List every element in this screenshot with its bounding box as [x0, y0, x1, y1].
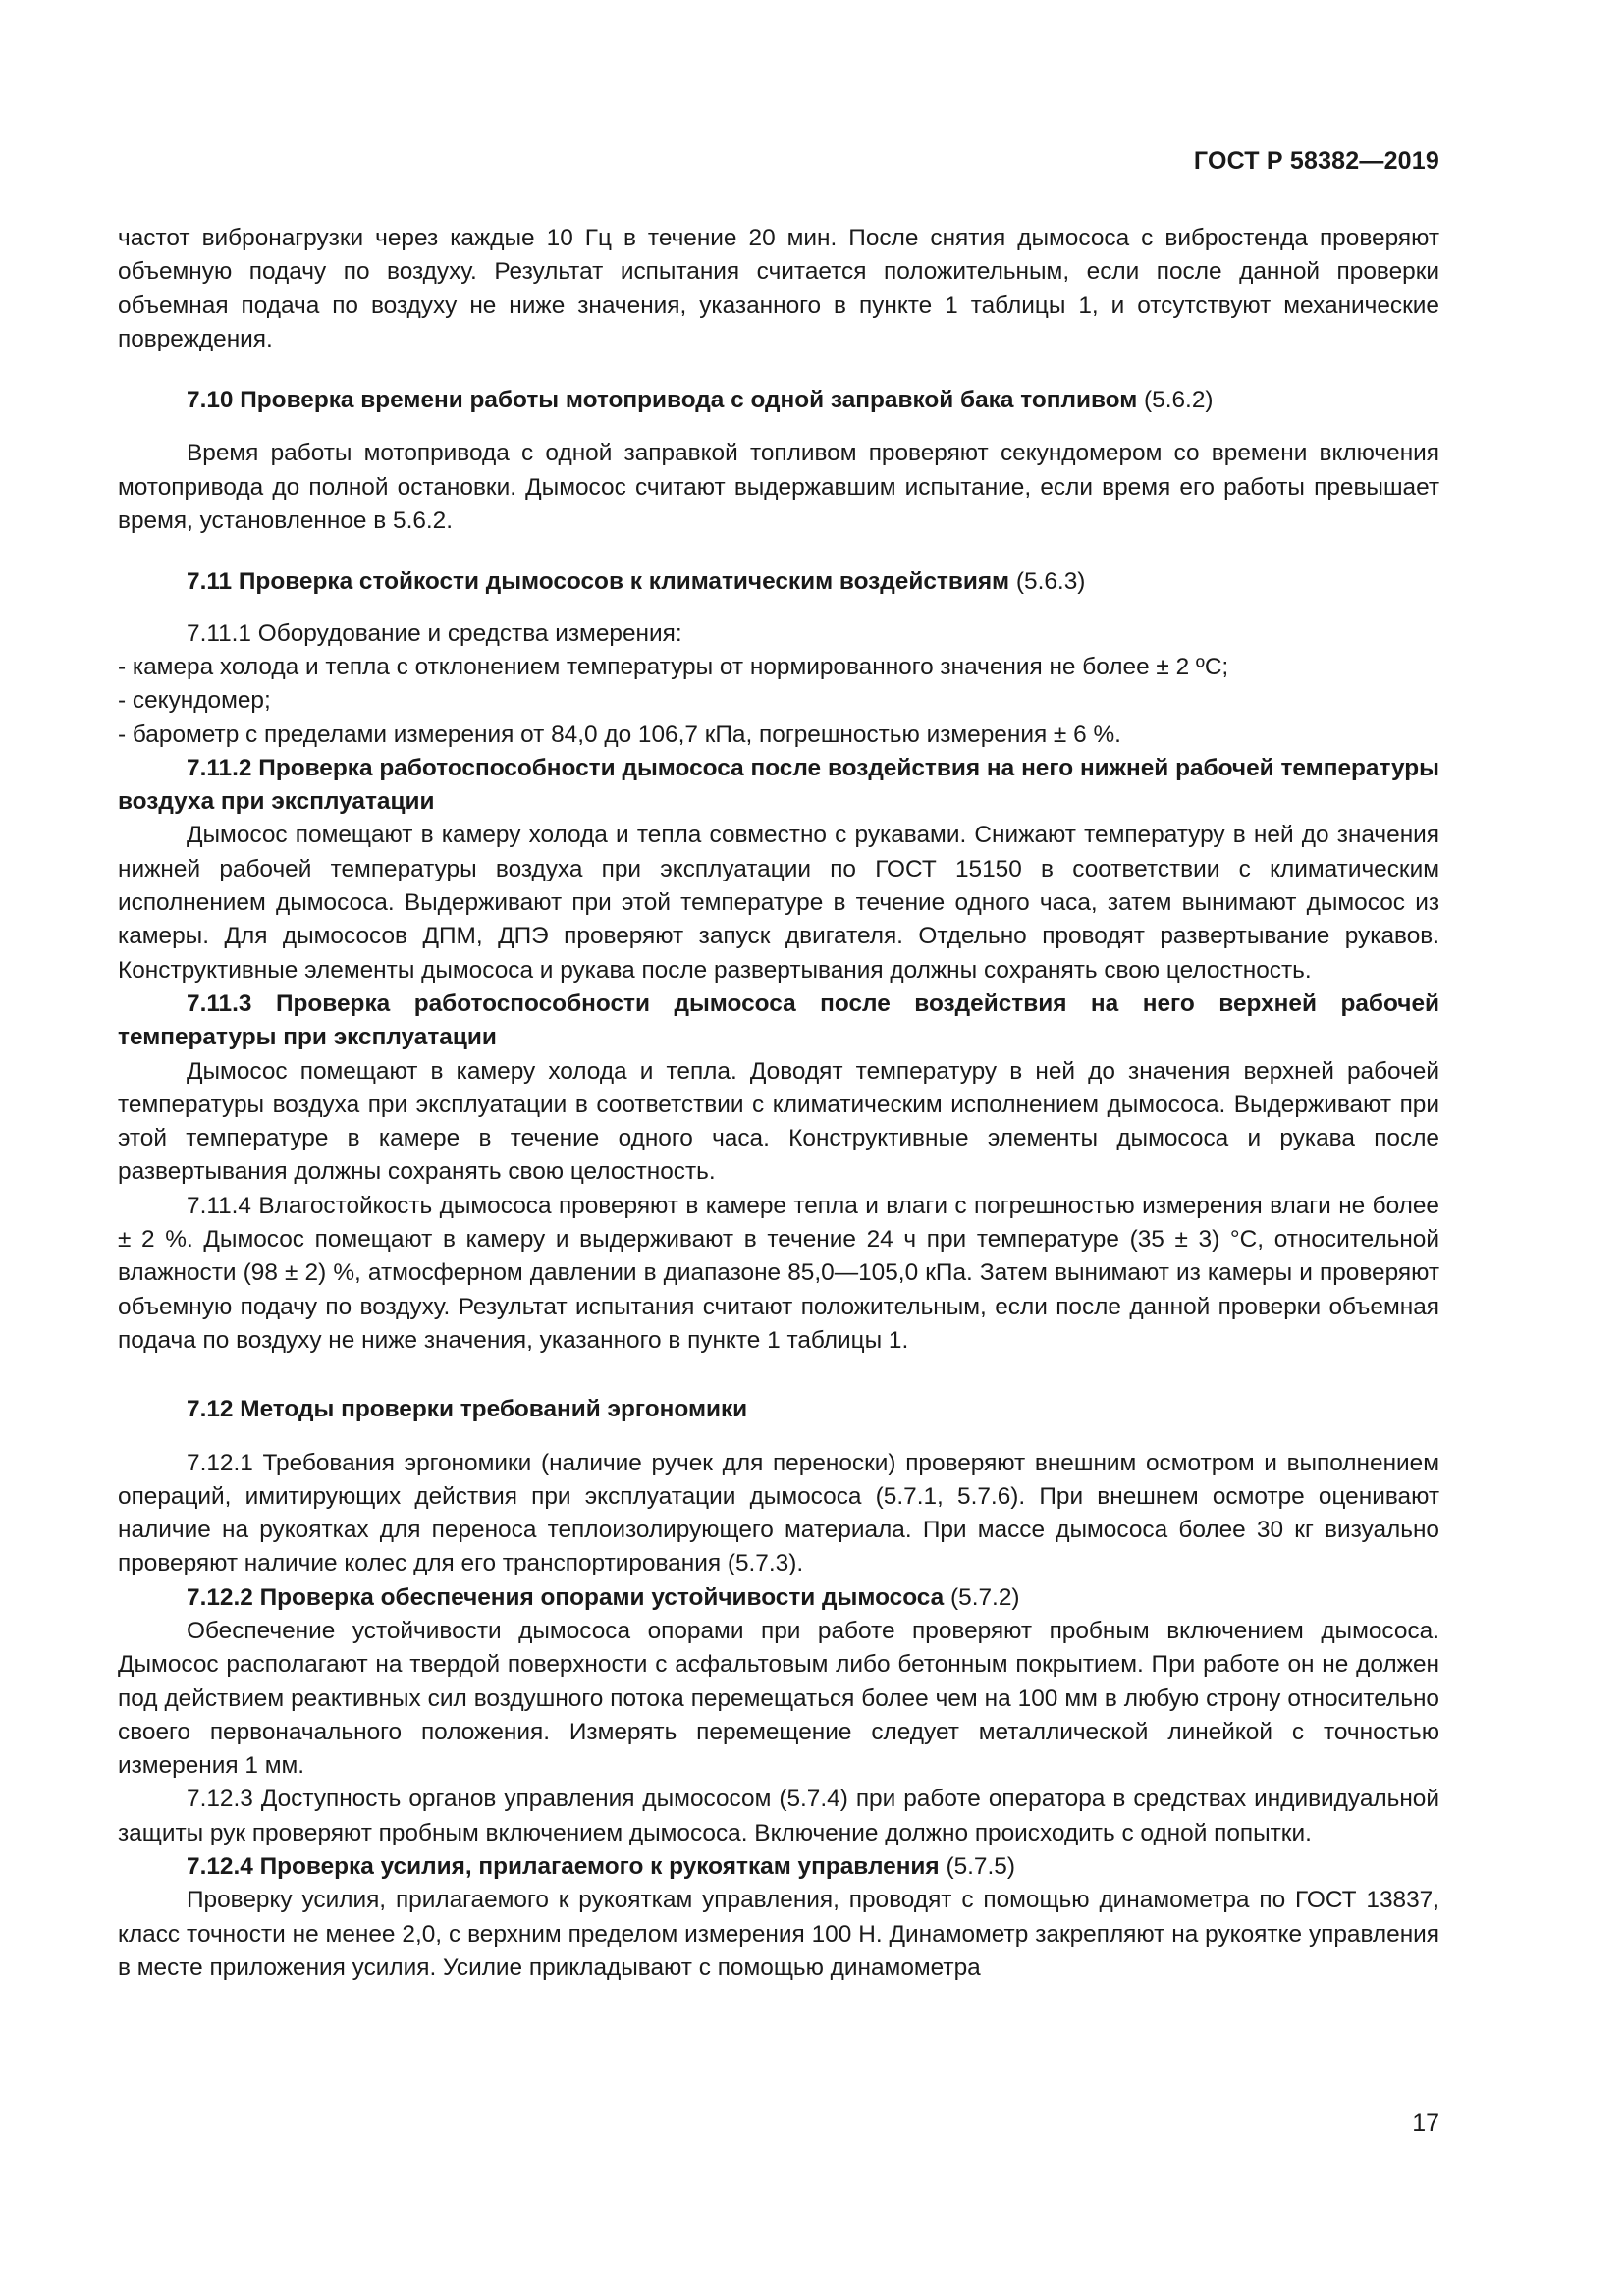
section-7-10-ref: (5.6.2) [1137, 387, 1214, 414]
section-7-12-2-text: Обеспечение устойчивости дымососа опорами при работе проверяют пробным включением дымососа. Дымосос располагают на твердой поверхности с асфальтовым либо бетонным покрытием. При работе он не должен под действием реактивных сил воздушного потока перемещаться более чем на 100 мм в любую строну относительно своего первоначального положения. Измерять перемещение следует металлической линейкой с точностью измерения 1 мм. [118, 1617, 1439, 1780]
section-7-10-heading [118, 384, 1439, 417]
document-number: ГОСТ Р 58382—2019 [1193, 147, 1439, 175]
equipment-list-item: - камера холода и тепла с отклонением температуры от нормированного значения не более ± 2 ºС; [118, 653, 1229, 680]
section-7-11-2-title: 7.11.2 Проверка работоспособности дымососа после воздействия на него нижней рабочей температуры воздуха при эксплуатации [118, 754, 1439, 816]
paragraph-continuation: частот вибронагрузки через каждые 10 Гц в течение 20 мин. После снятия дымососа с вибростенда проверяют объемную подачу по воздуху. Результат испытания считается положительным, если после данной проверки объемная подача по воздуху не ниже значения, указанного в пункте 1 таблицы 1, и отсутствуют механические повреждения. [118, 225, 1439, 352]
section-7-11-2-text: Дымосос помещают в камеру холода и тепла совместно с рукавами. Снижают температуру в ней до значения нижней рабочей температуры воздуха при эксплуатации по ГОСТ 15150 в соответствии с климатическим исполнением дымососа. Выдерживают при этой температуре в течение одного часа, затем вынимают дымосос из камеры. Для дымососов ДПМ, ДПЭ проверяют запуск двигателя. Отдельно проводят развертывание рукавов. Конструктивные элементы дымососа и рукава после развертывания должны сохранять свою целостность. [118, 822, 1439, 984]
section-7-11-title: 7.11 Проверка стойкости дымососов к климатическим воздействиям [187, 568, 1010, 596]
section-7-11-1-text: 7.11.1 Оборудование и средства измерения: [187, 619, 682, 647]
section-7-12-4-text: Проверку усилия, прилагаемого к рукояткам управления, проводят с помощью динамометра по ГОСТ 13837, класс точности не менее 2,0, с верхним пределом измерения 100 Н. Динамометр закрепляют на рукоятке управления в месте приложения усилия. Усилие прикладывают с помощью динамометра [118, 1887, 1439, 1981]
equipment-list-item: - секундомер; [118, 687, 271, 715]
equipment-list-item: - барометр с пределами измерения от 84,0 до 106,7 кПа, погрешностью измерения ± 6 %. [118, 721, 1121, 748]
section-7-12-1-text: 7.12.1 Требования эргономики (наличие ручек для переноски) проверяют внешним осмотром и выполнением операций, имитирующих действия при эксплуатации дымососа (5.7.1, 5.7.6). При внешнем осмотре оценивают наличие на рукоятках для переноса теплоизолирующего материала. При массе дымососа более 30 кг визуально проверяют наличие колес для его транспортирования (5.7.3). [118, 1449, 1439, 1577]
section-7-12-2-ref: (5.7.2) [944, 1583, 1020, 1611]
section-7-12-4-title: 7.12.4 Проверка усилия, прилагаемого к рукояткам управления [187, 1853, 940, 1881]
section-7-10-text: Время работы мотопривода с одной заправкой топливом проверяют секундомером со времени включения мотопривода до полной остановки. Дымосос считают выдержавшим испытание, если время его работы превышает время, установленное в 5.6.2. [118, 440, 1439, 535]
section-7-12-4-heading [118, 1850, 1439, 1884]
section-7-11-4-text: 7.11.4 Влагостойкость дымососа проверяют в камере тепла и влаги с погрешностью измерения влаги не более ± 2 %. Дымосос помещают в камеру и выдерживают в течение 24 ч при температуре (35 ± 3) °С, относительной влажности (98 ± 2) %, атмосферном давлении в диапазоне 85,0—105,0 кПа. Затем вынимают из камеры и проверяют объемную подачу по воздуху. Результат испытания считают положительным, если после данной проверки объемная подача по воздуху не ниже значения, указанного в пункте 1 таблицы 1. [118, 1192, 1439, 1354]
section-7-11-3-title: 7.11.3 Проверка работоспособности дымососа после воздействия на него верхней рабочей температуры при эксплуатации [118, 989, 1439, 1051]
page-body [118, 222, 1439, 1985]
section-7-12-4-ref: (5.7.5) [939, 1853, 1015, 1881]
section-7-12-3-text: 7.12.3 Доступность органов управления дымососом (5.7.4) при работе оператора в средствах индивидуальной защиты рук проверяют пробным включением дымососа. Включение должно происходить с одной попытки. [118, 1786, 1439, 1846]
page-number: 17 [1412, 2109, 1439, 2137]
section-7-11-3-text: Дымосос помещают в камеру холода и тепла. Доводят температуру в ней до значения верхней рабочей температуры воздуха при эксплуатации в соответствии с климатическим исполнением дымососа. Выдерживают при этой температуре в камере в течение одного часа. Конструктивные элементы дымососа и рукава после развертывания должны сохранять свою целостность. [118, 1057, 1439, 1186]
section-7-12-title: 7.12 Методы проверки требований эргономики [187, 1396, 748, 1423]
section-7-11-ref: (5.6.3) [1009, 568, 1086, 596]
section-7-11-heading [118, 565, 1439, 599]
section-7-12-2-title: 7.12.2 Проверка обеспечения опорами устойчивости дымососа [187, 1583, 945, 1611]
section-7-12-2-heading [118, 1581, 1439, 1615]
section-7-10-title: 7.10 Проверка времени работы мотопривода с одной заправкой бака топливом [187, 387, 1138, 414]
